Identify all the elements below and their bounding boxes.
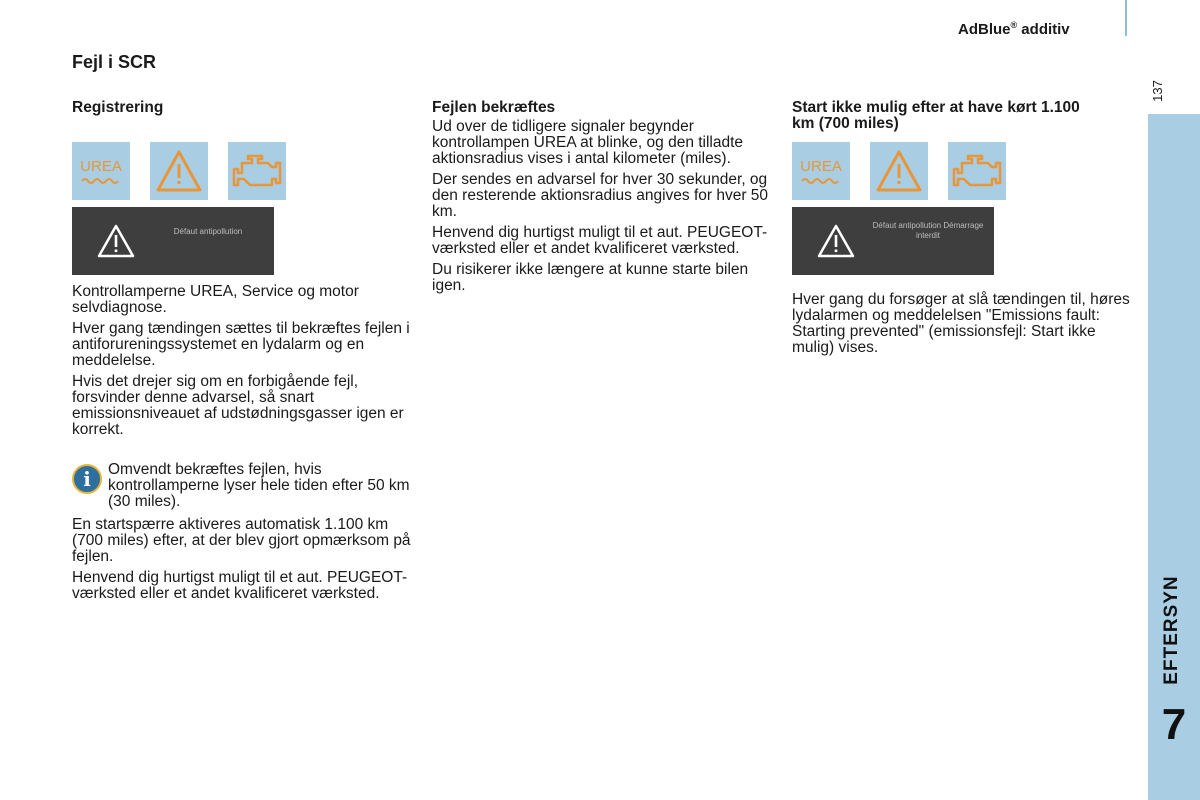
urea-lamp-tile (792, 142, 850, 200)
column-fejlen-bekraeftes (432, 100, 772, 299)
engine-check-icon (950, 149, 1004, 193)
urea-lamp-tile (72, 142, 130, 200)
multifunction-display (792, 207, 994, 275)
column-start-ikke-mulig (792, 100, 1102, 135)
column-heading: Fejlen bekræftes (432, 99, 556, 116)
urea-icon-text: UREA (80, 158, 122, 175)
display-warning-icon (816, 223, 856, 259)
paragraph: Ud over de tidligere signaler begynder kontrollampen UREA at blinke, og den tilladte aktionsradius vises i antal kilometer (miles). (432, 118, 744, 167)
engine-check-icon (230, 149, 284, 193)
display-message: Défaut antipollution (173, 227, 243, 236)
warning-lamps-row (72, 142, 286, 200)
warning-lamps-row (792, 142, 1006, 200)
info-note-text: Omvendt bekræftes fejlen, hvis kontrollamperne lyser hele tiden efter 50 km (30 miles). (108, 461, 410, 510)
info-icon: i (72, 464, 102, 494)
paragraph: Der sendes en advarsel for hver 30 sekunder, og den resterende aktionsradius angives for hver 50 km. (432, 171, 769, 220)
multifunction-display (72, 207, 274, 275)
info-note (72, 462, 412, 510)
engine-lamp-tile (948, 142, 1006, 200)
urea-icon (76, 151, 126, 191)
column-heading: Start ikke mulig efter at have kørt 1.100 km (700 miles) (792, 99, 1080, 132)
page-number: 137 (1150, 80, 1165, 102)
paragraph: Hvis det drejer sig om en forbigående fejl, forsvinder denne advarsel, så snart emissionsniveauet af udstødningsgasser igen er korrekt. (72, 373, 404, 438)
paragraph: Du risikerer ikke længere at kunne starte bilen igen. (432, 261, 749, 294)
paragraph: Hver gang du forsøger at slå tændingen til, høres lydalarmen og meddelelsen "Emissions fault: Starting prevented" (emissionsfejl: Start ikke mulig) vises. (792, 291, 1130, 356)
column-heading: Registrering (72, 99, 164, 116)
section-title: Fejl i SCR (72, 52, 157, 72)
urea-icon (796, 151, 846, 191)
header-title-main: AdBlue (958, 21, 1011, 38)
service-lamp-tile (870, 142, 928, 200)
start-ikke-mulig-text (792, 292, 1137, 361)
display-message: Défaut antipollution Démarrage interdit (872, 221, 984, 240)
warning-triangle-icon (154, 148, 204, 194)
paragraph: Hver gang tændingen sættes til bekræftes fejlen i antiforureningssystemet en lydalarm og en meddelelse. (72, 320, 410, 369)
registrering-text (72, 284, 412, 443)
chapter-label: EFTERSYN (1161, 575, 1182, 685)
header-title-rest: additiv (1017, 21, 1070, 38)
paragraph: Kontrollamperne UREA, Service og motor selvdiagnose. (72, 283, 359, 316)
paragraph: En startspærre aktiveres automatisk 1.100 km (700 miles) efter, at der blev gjort opmærksom på fejlen. (72, 516, 411, 565)
registrering-text-continued (72, 517, 412, 607)
running-header (958, 20, 1070, 38)
paragraph: Henvend dig hurtigst muligt til et aut. PEUGEOT-værksted eller et andet kvalificeret værksted. (72, 569, 408, 602)
header-title-sup: ® (1010, 20, 1018, 30)
chapter-number: 7 (1161, 700, 1187, 749)
display-warning-icon (96, 223, 136, 259)
header-divider (1125, 0, 1127, 36)
service-lamp-tile (150, 142, 208, 200)
column-registrering (72, 100, 412, 119)
urea-icon-text: UREA (800, 158, 842, 175)
engine-lamp-tile (228, 142, 286, 200)
paragraph: Henvend dig hurtigst muligt til et aut. PEUGEOT-værksted eller et andet kvalificeret værksted. (432, 224, 768, 257)
warning-triangle-icon (874, 148, 924, 194)
